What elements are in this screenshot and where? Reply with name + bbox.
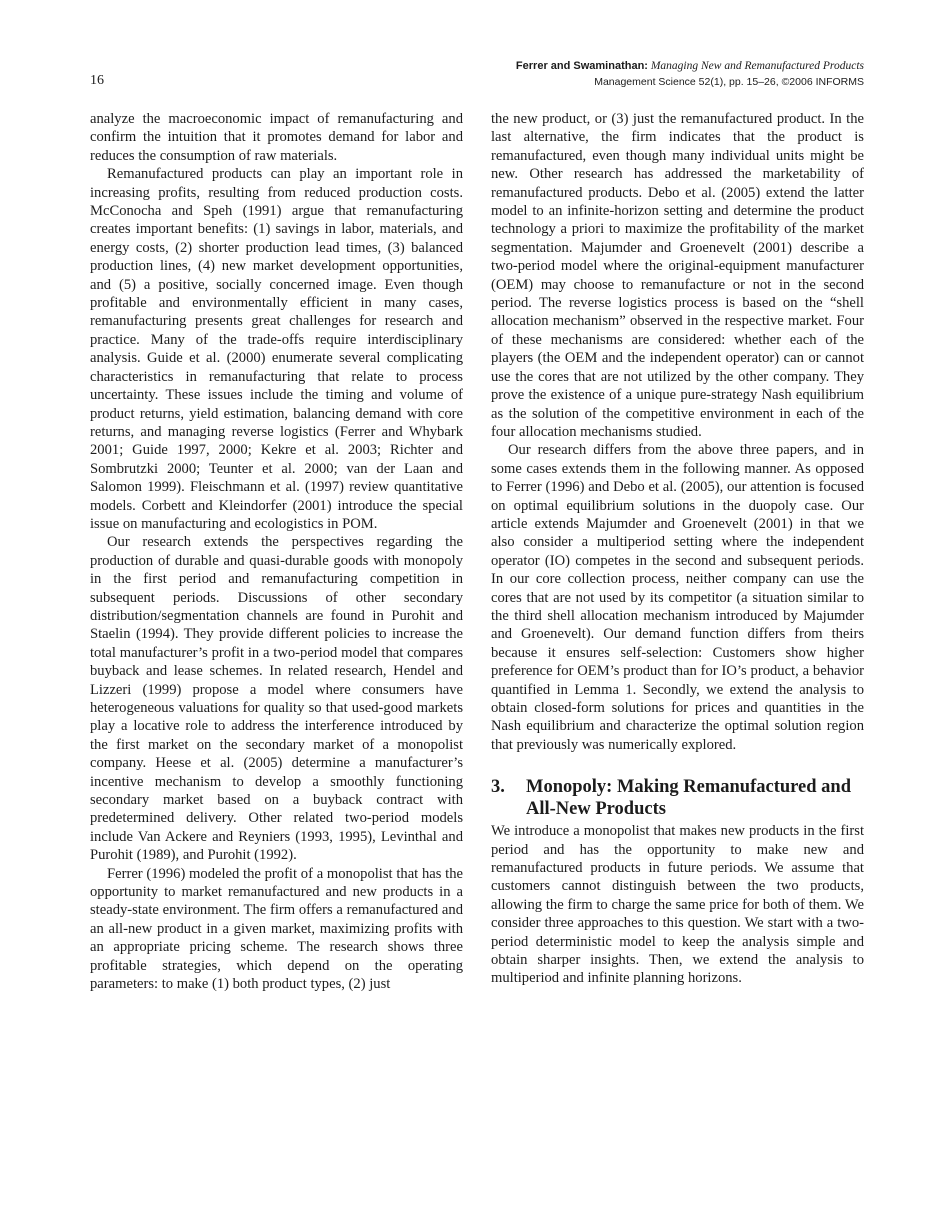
section-number: 3.	[491, 777, 505, 798]
running-head-title: Managing New and Remanufactured Products	[650, 60, 864, 72]
body-paragraph: the new product, or (3) just the remanufactured product. In the last alternative, the firm indicates that the product is remanufactured, even though many individual units might be new. Other research has addressed the marketability of remanufactured products. Debo et al. (2005) extend the latter model to an infinite-horizon setting and determine the product technology a priori to maximize the profitability of the market segmentation. Majumder and Groenevelt (2001) describe a two-period model where the original-equipment manufacturer (OEM) may choose to remanufacture or not in the second period. The reverse logistics process is based on the “shell allocation mechanism” observed in the respective market. Four of these mechanisms are considered: whether each of the players (the OEM and the independent operator) can or cannot use the cores that are not utilized by the other company. They prove the existence of a unique pure-strategy Nash equilibrium as the solution of the competitive environment in each of the four allocation mechanisms studied.	[491, 111, 864, 440]
running-head-line-1	[516, 58, 864, 74]
section-heading	[491, 776, 864, 820]
left-column	[90, 110, 463, 994]
body-paragraph: Our research extends the perspectives regarding the production of durable and quasi-durable goods with monopoly in the first period and remanufacturing competition in subsequent periods. Discussions of other secondary distribution/segmentation channels are found in Purohit and Staelin (1994). They provide different policies to increase the total manufacturer’s profit in a two-period model that compares buyback and lease schemes. In related research, Hendel and Lizzeri (1999) propose a model where consumers have heterogeneous valuations for quality so that used-good markets play a locative role to address the interference introduced by the first market on the secondary market of a monopolist company. Heese et al. (2005) determine a manufacturer’s incentive mechanism to develop a smoothly functioning secondary market based on a buyback contract with predetermined delivery. Other related two-period models include Van Ackere and Reyniers (1993, 1995), Levinthal and Purohit (1989), and Purohit (1992).	[90, 534, 463, 864]
running-head	[516, 58, 864, 90]
body-paragraph: Our research differs from the above three papers, and in some cases extends them in the following manner. As opposed to Ferrer (1996) and Debo et al. (2005), our attention is focused on optimal equilibrium solutions in the duopoly case. Our article extends Majumder and Groenevelt (2001) in that we also consider a multiperiod setting where the independent operator (IO) competes in the second and subsequent periods. In our core collection process, neither company can use the cores that are not used by its competitor (a situation similar to the third shell allocation mechanism introduced by Majumder and Groenevelt). Our demand function differs from theirs because it ensures self-selection: Customers show higher preference for OEM’s product than for IO’s product, a behavior quantified in Lemma 1. Secondly, we extend the analysis to obtain closed-form solutions for prices and quantities in the Nash equilibrium and characterize the optimal solution region that previously was numerically explored.	[491, 442, 864, 753]
running-head-citation: Management Science 52(1), pp. 15–26, ©2006 INFORMS	[594, 76, 864, 88]
body-paragraph: We introduce a monopolist that makes new products in the first period and has the opportunity to make new and remanufactured products in future periods. We assume that customers cannot distinguish between the two products, allowing the firm to charge the same price for both of them. We consider three approaches to this question. We start with a two-period deterministic model to keep the analysis simple and obtain sharper insights. Then, we extend the analysis to multiperiod and infinite planning horizons.	[491, 823, 864, 987]
section-title: Monopoly: Making Remanufactured and All-New Products	[526, 777, 851, 820]
body-paragraph: Ferrer (1996) modeled the profit of a monopolist that has the opportunity to market remanufactured and new products in a steady-state environment. The firm offers a remanufactured and an all-new product in a given market, maximizing profits with an appropriate pricing scheme. The research shows three profitable strategies, which depend on the operating parameters: to make (1) both product types, (2) just	[90, 865, 463, 993]
body-paragraph: Remanufactured products can play an important role in increasing profits, resulting from reduced production costs. McConocha and Speh (1991) argue that remanufacturing creates important benefits: (1) savings in labor, materials, and energy costs, (2) shorter production lead times, (3) balanced production lines, (4) new market development opportunities, and (5) a positive, socially concerned image. Even though profitable and environmentally efficient in many cases, remanufacturing presents great challenges for research and practice. Many of the trade-offs require interdisciplinary analysis. Guide et al. (2000) enumerate several complicating characteristics in remanufacturing that relate to process uncertainty. These issues include the timing and volume of product returns, yield estimation, balancing demand with core returns, and managing reverse logistics (Ferrer and Whybark 2001; Guide 1997, 2000; Kekre et al. 2003; Richter and Sombrutzki 2000; Teunter et al. 2000; van der Laan and Salomon 1999). Fleischmann et al. (1997) review quantitative models. Corbett and Kleindorfer (2001) introduce the special issue on manufacturing and ecologistics in POM.	[90, 166, 463, 532]
right-column	[491, 110, 864, 988]
body-paragraph: analyze the macroeconomic impact of remanufacturing and confirm the intuition that it promotes demand for labor and reduces the consumption of raw materials.	[90, 111, 463, 164]
page-number: 16	[90, 73, 104, 88]
running-head-authors: Ferrer and Swaminathan:	[515, 60, 648, 72]
